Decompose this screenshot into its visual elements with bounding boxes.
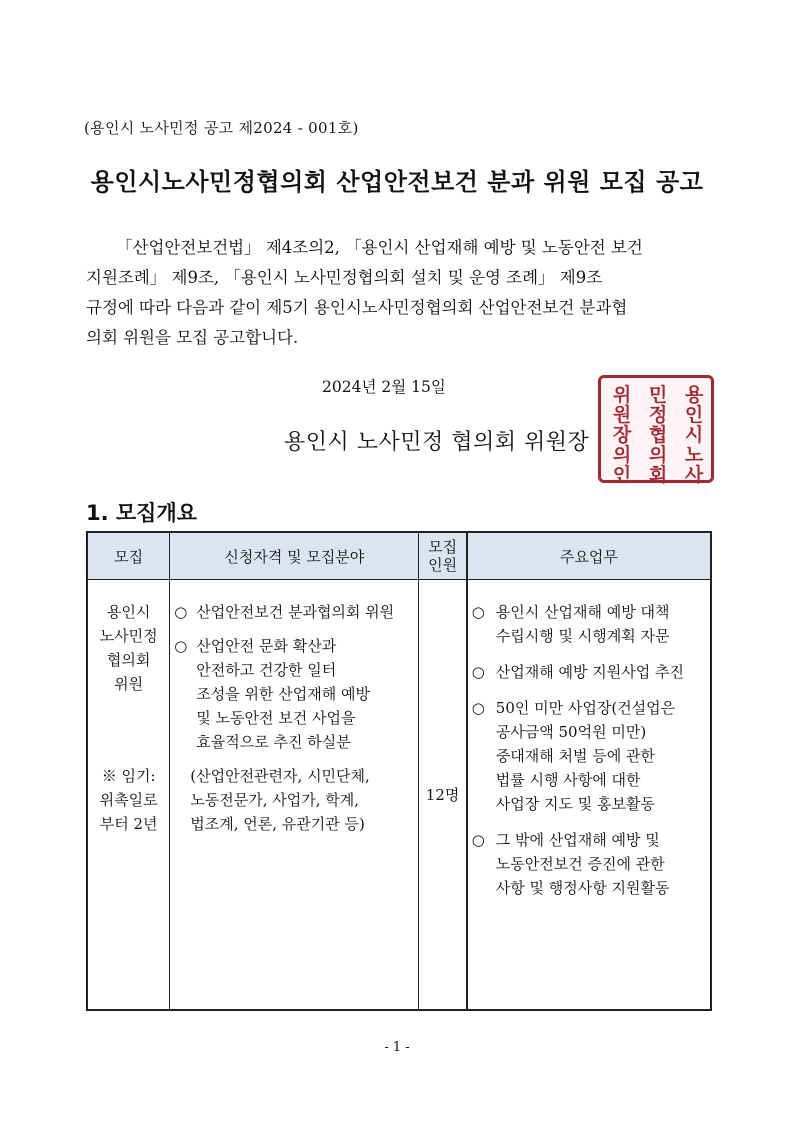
category-line: 용인시 — [106, 603, 151, 621]
note-line: 법조계, 언론, 유관기관 등) — [190, 815, 365, 833]
page-number: - 1 - — [384, 1040, 410, 1055]
table-header-row — [87, 532, 711, 580]
header-count — [419, 532, 467, 580]
bullet-line: 노동안전보건 증진에 관한 — [495, 855, 665, 873]
header-count-line: 인원 — [428, 556, 458, 574]
bullet-line: 효율적으로 추진 하실분 — [196, 733, 351, 751]
bullet-line: 산업재해 예방 지원사업 추진 — [495, 663, 684, 681]
bullet-text — [496, 660, 684, 684]
header-qualification: 신청자격 및 모집분야 — [170, 532, 419, 580]
bullet-text — [196, 634, 370, 754]
category-line: 노사민정 — [99, 627, 158, 645]
seal-character: 회 — [648, 464, 668, 486]
seal-character: 정 — [648, 404, 668, 426]
notice-number: (용인시 노사민정 공고 제2024 - 001호) — [84, 119, 359, 137]
section-heading: 1. 모집개요 — [86, 501, 198, 525]
seal-character: 사 — [684, 464, 704, 486]
bullet-item — [472, 828, 710, 900]
signer-name: 용인시 노사민정 협의회 위원장 — [284, 430, 590, 455]
header-count-line: 모집 — [428, 538, 458, 556]
circle-bullet-icon: ○ — [174, 603, 188, 621]
body-line: 「산업안전보건법」 제4조의2, 「용인시 산업재해 예방 및 노동안전 보건 — [116, 238, 643, 257]
official-seal-stamp — [598, 375, 714, 486]
category-text — [89, 600, 168, 696]
seal-character: 민 — [648, 384, 668, 406]
bullet-text — [496, 696, 675, 816]
seal-character: 장 — [612, 424, 632, 446]
bullet-line: 산업안전보건 분과협의회 위원 — [196, 603, 395, 621]
circle-bullet-icon: ○ — [174, 637, 188, 655]
term-line: ※ 임기: — [101, 767, 156, 785]
seal-character: 노 — [684, 444, 704, 466]
bullet-line: 산업안전 문화 확산과 — [196, 637, 337, 655]
seal-character: 인 — [612, 464, 632, 486]
bullet-line: 수립시행 및 시행계획 자문 — [495, 627, 670, 645]
bullet-line: 50인 미만 사업장(건설업은 — [495, 699, 676, 717]
seal-character: 용 — [684, 384, 704, 406]
note-line: (산업안전관련자, 시민단체, — [190, 767, 370, 785]
circle-bullet-icon: ○ — [471, 831, 485, 849]
seal-character: 의 — [612, 444, 632, 466]
bullet-text — [196, 600, 394, 624]
count-cell: 12명 — [419, 580, 467, 1011]
bullet-line: 법률 시행 사항에 대한 — [495, 771, 641, 789]
circle-bullet-icon: ○ — [471, 603, 485, 621]
bullet-item — [174, 634, 418, 754]
table-row — [87, 580, 711, 1011]
bullet-line: 용인시 산업재해 예방 대책 — [495, 603, 670, 621]
circle-bullet-icon: ○ — [471, 663, 485, 681]
category-line: 협의회 — [106, 651, 151, 669]
recruitment-table — [86, 531, 712, 1011]
bullet-line: 조성을 위한 산업재해 예방 — [196, 685, 370, 703]
body-paragraph — [86, 233, 716, 353]
bullet-item — [472, 600, 710, 648]
bullet-line: 중대재해 처벌 등에 관한 — [495, 747, 655, 765]
header-duties: 주요업무 — [467, 532, 711, 580]
circle-bullet-icon: ○ — [471, 699, 485, 717]
body-line: 지원조례」 제9조, 「용인시 노사민정협의회 설치 및 운영 조례」 제9조 — [86, 268, 603, 287]
document-title: 용인시노사민정협의회 산업안전보건 분과 위원 모집 공고 — [90, 168, 704, 196]
notice-date: 2024년 2월 15일 — [322, 378, 446, 396]
bullet-text — [496, 828, 670, 900]
seal-character: 의 — [648, 444, 668, 466]
bullet-line: 공사금액 50억원 미만) — [495, 723, 647, 741]
body-line: 규정에 따라 다음과 같이 제5기 용인시노사민정협의회 산업안전보건 분과협 — [86, 298, 628, 317]
term-line: 위촉일로 — [99, 791, 158, 809]
seal-character: 인 — [684, 404, 704, 426]
seal-character: 원 — [612, 404, 632, 426]
seal-character: 시 — [684, 424, 704, 446]
bullet-text — [496, 600, 670, 648]
header-category: 모집 — [87, 532, 170, 580]
term-text — [89, 764, 168, 836]
bullet-line: 안전하고 건강한 일터 — [196, 661, 337, 679]
bullet-item — [174, 600, 418, 624]
note-line: 노동전문가, 사업가, 학계, — [190, 791, 359, 809]
bullet-item — [472, 660, 710, 684]
bullet-line: 및 노동안전 보건 사업을 — [196, 709, 356, 727]
bullet-line: 사항 및 행정사항 지원활동 — [495, 879, 670, 897]
bullet-line: 그 밖에 산업재해 예방 및 — [495, 831, 660, 849]
qualification-cell — [170, 580, 419, 1011]
bullet-line: 사업장 지도 및 홍보활동 — [495, 795, 655, 813]
duties-cell — [467, 580, 711, 1011]
bullet-item — [472, 696, 710, 816]
term-line: 부터 2년 — [99, 815, 158, 833]
category-line: 위원 — [114, 675, 144, 693]
qualification-note — [174, 764, 418, 836]
category-cell — [87, 580, 170, 1011]
seal-character: 위 — [612, 384, 632, 406]
body-line: 의회 위원을 모집 공고합니다. — [86, 328, 299, 347]
seal-character: 협 — [648, 424, 668, 446]
